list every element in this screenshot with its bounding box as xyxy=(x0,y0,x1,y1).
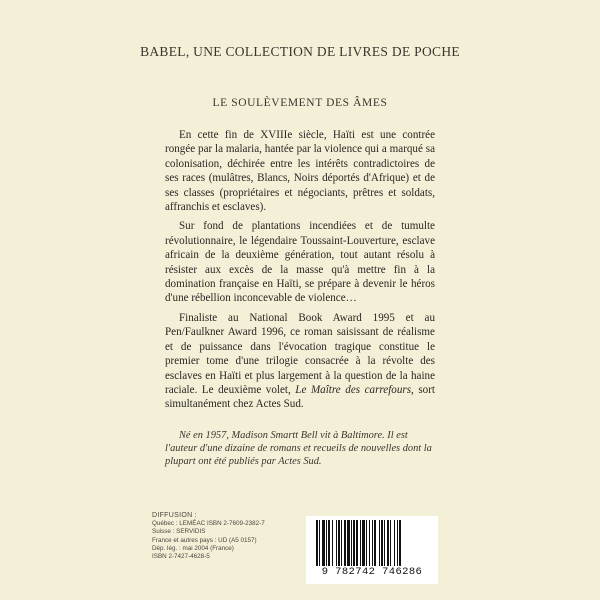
distribution-line: Suisse : SERVIDIS xyxy=(152,528,206,536)
blurb-paragraph-1: En cette fin de XVIIIe siècle, Haïti est une contrée rongée par la malaria, hantée par la violence qui a marqué sa colonisation, déchirée entre les intérêts contradictoires de ses races (mulâtres, Blancs, Noirs déportés d'Afrique) et de ses classes (propriétaires et négociants, prêtres et soldats, affranchis et esclaves). xyxy=(165,129,435,214)
barcode-number: 9 782742 746286 xyxy=(321,566,423,578)
distribution-heading: DIFFUSION : xyxy=(152,512,197,519)
distribution-info xyxy=(152,512,302,561)
distribution-line: Dép. lég. : mai 2004 (France) xyxy=(152,544,234,552)
blurb-paragraph-3 xyxy=(165,311,435,412)
author-bio: Né en 1957, Madison Smartt Bell vit à Baltimore. Il est l'auteur d'une dizaine de romans et recueils de nouvelles dont la plupart ont été publiés par Actes Sud. xyxy=(165,430,432,467)
book-title: LE SOULÈVEMENT DES ÂMES xyxy=(212,97,388,109)
blurb xyxy=(165,128,435,417)
barcode xyxy=(306,516,438,584)
series-title: BABEL, UNE COLLECTION DE LIVRES DE POCHE xyxy=(140,44,460,59)
distribution-line: Québec : LEMÉAC ISBN 2-7609-2382-7 xyxy=(152,520,265,528)
distribution-line: France et autres pays : UD (A5 0157) xyxy=(152,536,257,544)
sequel-title: Le Maître des carrefours xyxy=(295,383,412,396)
blurb-paragraph-3-end: , sort simultanément chez Actes Sud. xyxy=(165,383,435,411)
blurb-paragraph-2: Sur fond de plantations incendiées et de tumulte révolutionnaire, le légendaire Toussaint-Louverture, esclave africain de la deuxième génération, tout autant résolu à résister aux excès de la masse qu'à mettre fin à la domination française en Haïti, se prépare à devenir le héros d'une rébellion inconcevable de violence… xyxy=(165,220,435,305)
barcode-bars xyxy=(314,520,430,566)
distribution-line: ISBN 2-7427-4628-5 xyxy=(152,553,210,561)
blurb-paragraph-3-text: Finaliste au National Book Award 1995 et au Pen/Faulkner Award 1996, ce roman saisissant de réalisme et de puissance dans l'évocation tragique constitue le premier tome d'une trilogie consacrée à la révolte des esclaves en Haïti et plus largement à la question de la haine raciale. Le deuxième volet, xyxy=(165,311,435,396)
